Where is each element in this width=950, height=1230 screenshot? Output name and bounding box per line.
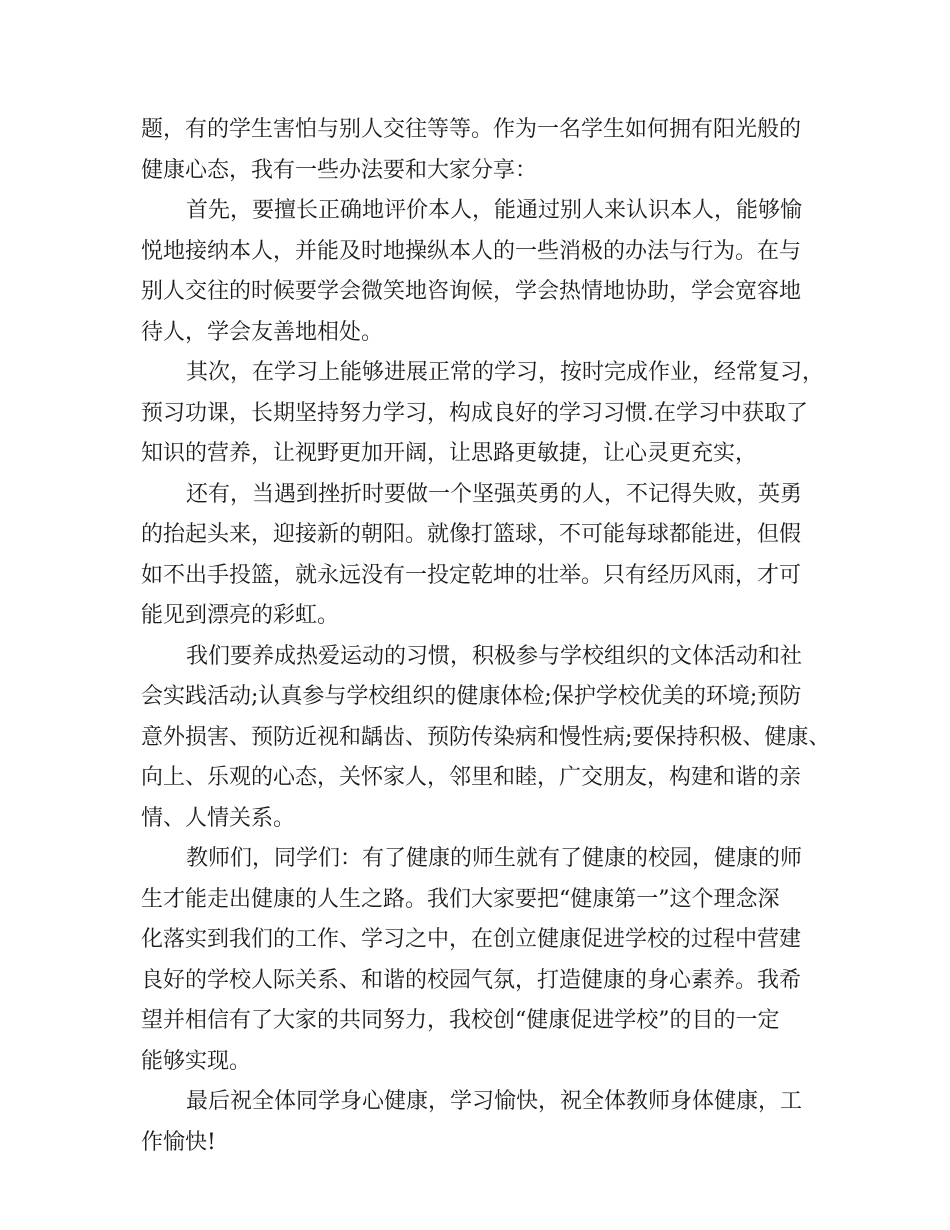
paragraph-first-line: 其次，在学习上能够进展正常的学习，按时完成作业，经常复习，	[186, 360, 825, 385]
text-line: 的抬起头来，迎接新的朝阳。就像打篮球，不可能每球都能进，但假	[141, 522, 802, 547]
text-line: 情、人情关系。	[141, 805, 296, 831]
text-line: 待人，学会友善地相处。	[141, 319, 384, 345]
document-body	[141, 110, 831, 1163]
text-line: 知识的营养，让视野更加开阔，让思路更敏捷，让心灵更充实，	[141, 441, 758, 466]
paragraph-first-line: 教师们，同学们：有了健康的师生就有了健康的校园，健康的师	[186, 846, 803, 871]
text-line: 生才能走出健康的人生之路。我们大家要把“健康第一”这个理念深	[141, 886, 780, 912]
text-line: 化落实到我们的工作、学习之中，在创立健康促进学校的过程中营建	[141, 927, 802, 952]
text-line: 别人交往的时候要学会微笑地咨询候，学会热情地协助，学会宽容地	[141, 279, 802, 304]
text-line: 预习功课，长期坚持努力学习，构成良好的学习习惯.在学习中获取了	[141, 400, 808, 426]
text-line: 题，有的学生害怕与别人交往等等。作为一名学生如何拥有阳光般的	[141, 117, 802, 142]
paragraph-first-line: 最后祝全体同学身心健康，学习愉快，祝全体教师身体健康，工	[186, 1089, 803, 1114]
text-line: 健康心态，我有一些办法要和大家分享：	[141, 157, 538, 183]
text-line: 作愉快!	[141, 1129, 216, 1155]
text-line: 意外损害、预防近视和龋齿、预防传染病和慢性病;要保持积极、健康、	[141, 724, 831, 750]
text-line: 望并相信有了大家的共同努力，我校创“健康促进学校”的目的一定	[141, 1008, 780, 1033]
paragraph-first-line: 还有，当遇到挫折时要做一个坚强英勇的人，不记得失败，英勇	[186, 481, 803, 507]
text-line: 悦地接纳本人，并能及时地操纵本人的一些消极的办法与行为。在与	[141, 238, 802, 264]
text-line: 良好的学校人际关系、和谐的校园气氛，打造健康的身心素养。我希	[141, 967, 802, 993]
text-line: 向上、乐观的心态，关怀家人，邻里和睦，广交朋友，构建和谐的亲	[141, 765, 802, 790]
paragraph-first-line: 首先，要擅长正确地评价本人，能通过别人来认识本人，能够愉	[186, 198, 803, 223]
text-line: 会实践活动;认真参与学校组织的健康体检;保护学校优美的环境;预防	[141, 684, 802, 709]
paragraph-first-line: 我们要养成热爱运动的习惯，积极参与学校组织的文体活动和社	[186, 643, 803, 669]
text-line: 能够实现。	[141, 1048, 252, 1074]
text-line: 能见到漂亮的彩虹。	[141, 603, 340, 628]
text-line: 如不出手投篮，就永远没有一投定乾坤的壮举。只有经历风雨，才可	[141, 562, 802, 588]
